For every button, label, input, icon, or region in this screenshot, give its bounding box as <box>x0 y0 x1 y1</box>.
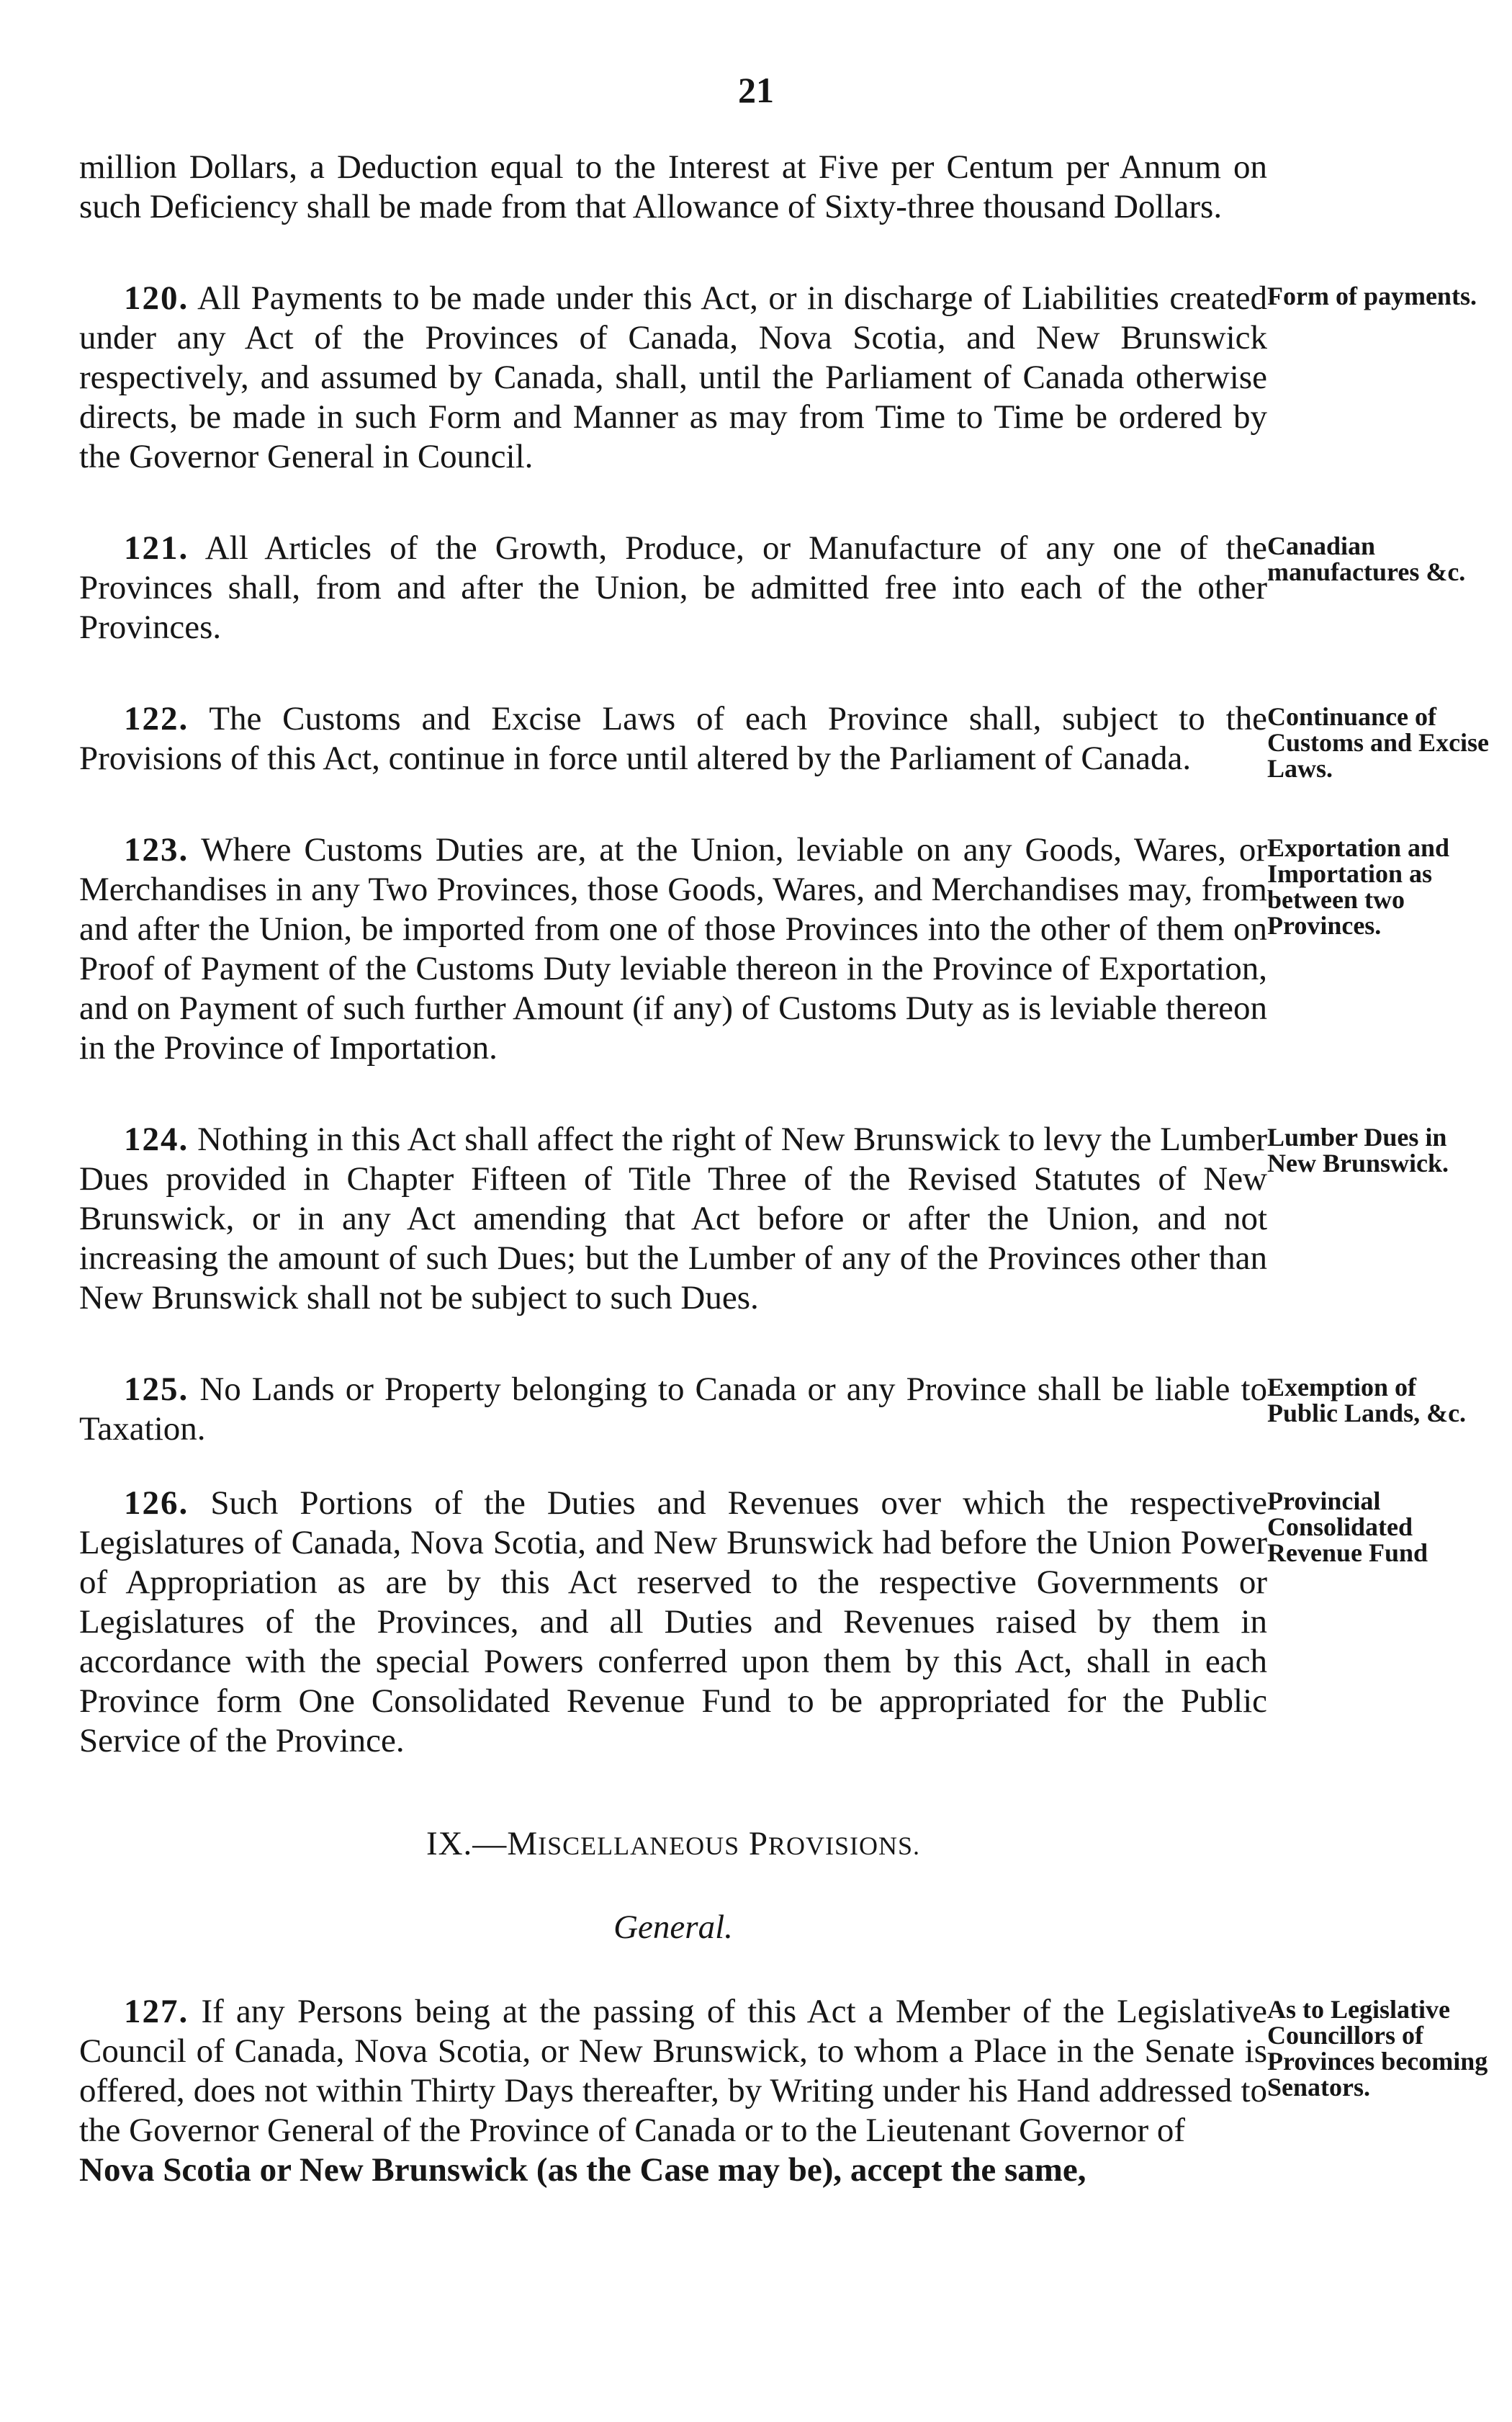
margin-note: Provincial Consolidated Revenue Fund <box>1267 1486 1428 1567</box>
page-number: 21 <box>738 70 774 110</box>
section-122 <box>79 699 1490 783</box>
section-text: The Customs and Excise Laws of each Province shall, subject to the Provisions of this Act, continue in force until altered by the Parliament of Canada. <box>79 700 1267 777</box>
section-text: No Lands or Property belonging to Canada or any Province shall be liable to Taxation. <box>79 1371 1267 1448</box>
section-number: 121. <box>124 529 189 567</box>
section-number: 126. <box>124 1484 189 1522</box>
margin-note: Continuance of Customs and Excise Laws. <box>1267 702 1490 783</box>
margin-note: Exemption of Public Lands, &c. <box>1267 1373 1467 1427</box>
section-text: Where Customs Duties are, at the Union, leviable on any Goods, Wares, or Merchandises in any Two Provinces, those Goods, Wares, and Merchandises may, from and after the Union, be imported from one of those Provinces into the other of them on Proof of Payment of the Customs Duty leviable thereon in the Province of Exportation, and on Payment of such further Amount (if any) of Customs Duty as is leviable thereon in the Province of Importation. <box>79 831 1267 1067</box>
section-127 <box>79 1992 1488 2190</box>
section-126 <box>79 1484 1428 1761</box>
intro-paragraph: million Dollars, a Deduction equal to the Interest at Five per Centum per Annum on such Deficiency shall be made from that Allowance of Sixty-three thousand Dollars. <box>79 148 1267 225</box>
subheading: General. <box>613 1909 733 1946</box>
part-heading: IX.—MISCELLANEOUS PROVISIONS. <box>426 1825 921 1862</box>
section-text: All Articles of the Growth, Produce, or Manufacture of any one of the Provinces shall, from and after the Union, be admitted free into each of the other Provinces. <box>79 529 1267 646</box>
section-text: All Payments to be made under this Act, or in discharge of Liabilities created under any Act of the Provinces of Canada, Nova Scotia, and New Brunswick respectively, and assumed by Canada, shall, until the Parliament of Canada otherwise directs, be made in such Form and Manner as may from Time to Time be ordered by the Governor General in Council. <box>79 279 1267 475</box>
section-text: Nothing in this Act shall affect the right of New Brunswick to levy the Lumber Dues provided in Chapter Fifteen of Title Three of the Revised Statutes of New Brunswick, or in any Act amending that Act before or after the Union, and not increasing the amount of such Dues; but the Lumber of any of the Provinces other than New Brunswick shall not be subject to such Dues. <box>79 1121 1268 1317</box>
page-content <box>79 148 1490 2190</box>
section-120 <box>79 279 1477 477</box>
section-last-line: Nova Scotia or New Brunswick (as the Case may be), accept the same, <box>79 2151 1086 2189</box>
section-number: 124. <box>124 1121 189 1158</box>
section-number: 125. <box>124 1371 189 1408</box>
margin-note: Canadian manufactures &c. <box>1267 532 1466 586</box>
section-number: 123. <box>124 831 189 869</box>
section-number: 122. <box>124 700 189 737</box>
section-text: Such Portions of the Duties and Revenues over which the respective Legislatures of Canada, Nova Scotia, and New Brunswick had before the Union Power of Appropriation as are by this Act reserved to the respective Governments or Legislatures of the Provinces, and all Duties and Revenues raised by them in accordance with the special Powers conferred upon them by this Act, shall in each Province form One Consolidated Revenue Fund to be appropriated for the Public Service of the Province. <box>79 1484 1268 1759</box>
section-123 <box>79 830 1450 1068</box>
margin-note: Form of payments. <box>1267 282 1477 310</box>
section-125 <box>79 1370 1467 1449</box>
section-121 <box>79 529 1466 647</box>
section-124 <box>79 1120 1449 1318</box>
section-number: 127. <box>124 1993 189 2030</box>
margin-note: Lumber Dues in New Brunswick. <box>1267 1123 1449 1178</box>
margin-note: As to Legislative Councillors of Provinces becoming Senators. <box>1267 1995 1488 2102</box>
section-number: 120. <box>124 279 189 317</box>
margin-note: Exportation and Importation as between two Provinces. <box>1267 833 1450 940</box>
section-text: If any Persons being at the passing of this Act a Member of the Legislative Council of Canada, Nova Scotia, or New Brunswick, to whom a Place in the Senate is offered, does not within Thirty Days thereafter, by Writing under his Hand addressed to the Governor General of the Province of Canada or to the Lieutenant Governor of <box>79 1993 1267 2149</box>
